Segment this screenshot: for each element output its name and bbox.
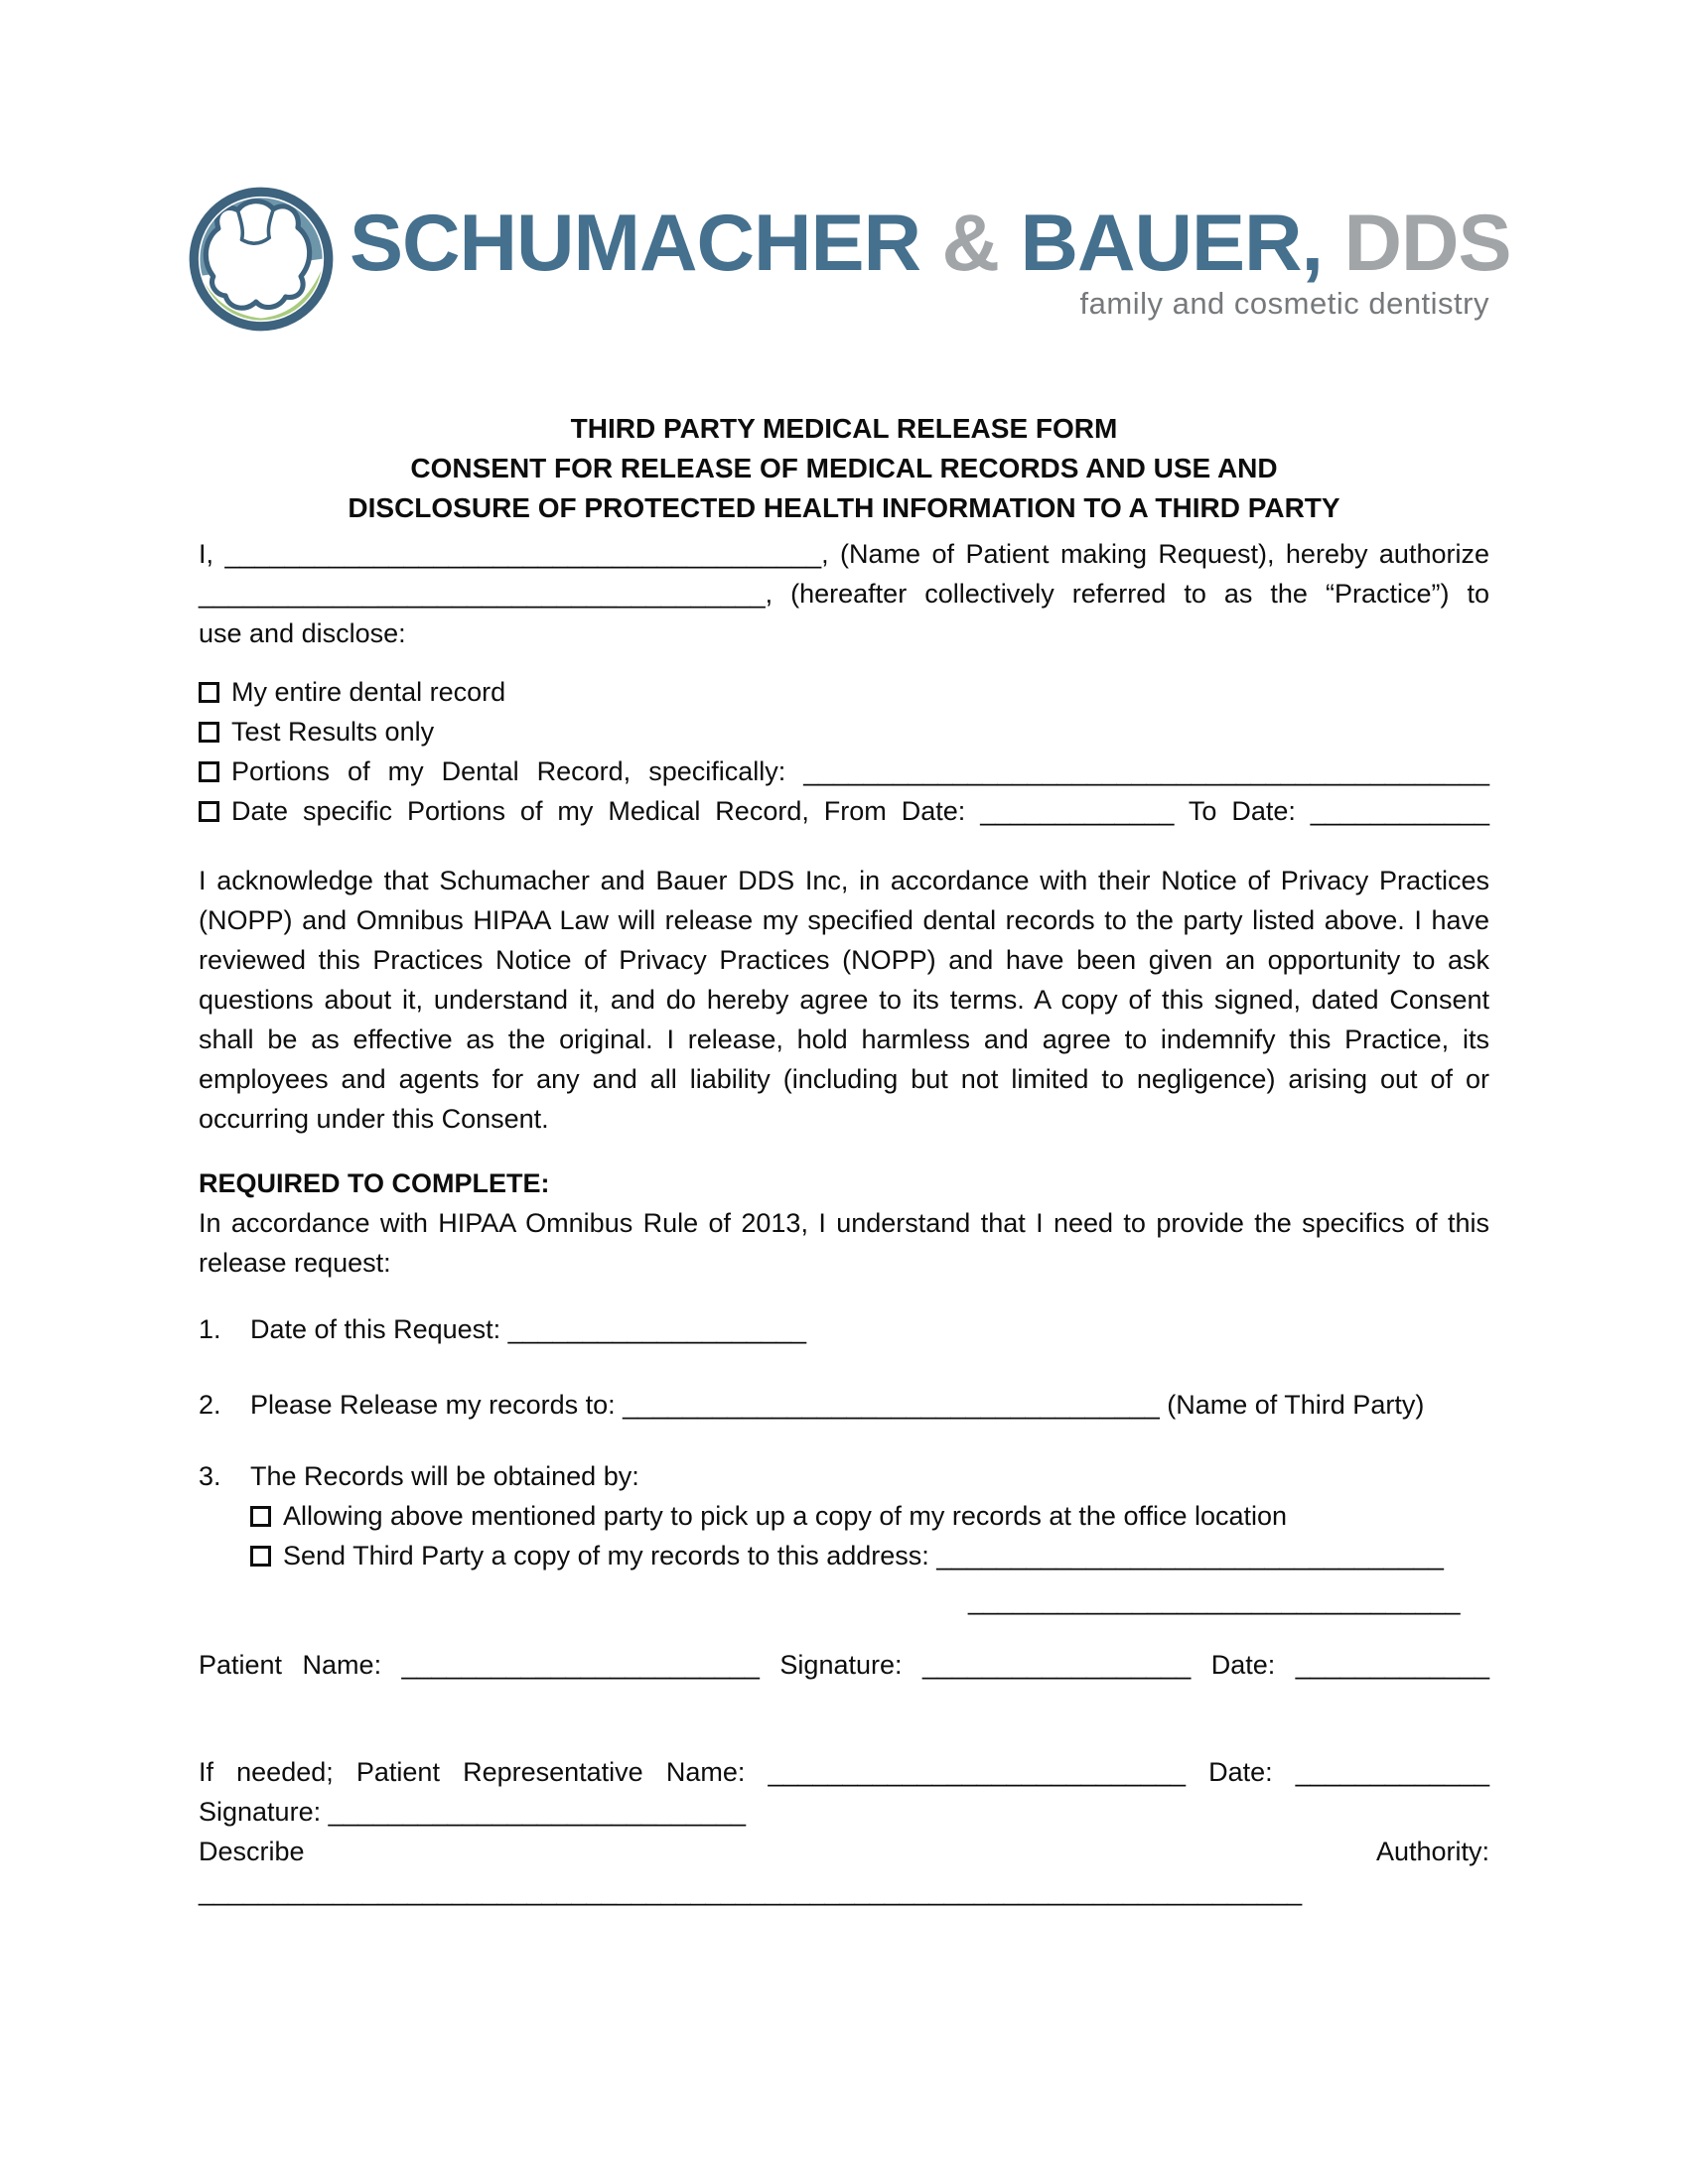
item-release-to-text: Please Release my records to: ____________________________________ (Name of Third Party): [250, 1390, 1425, 1420]
acknowledgment-line: shall be as effective as the original. I release, hold harmless and agree to indemnify this Practice, its: [199, 1024, 1489, 1054]
option-date-specific: [199, 791, 1489, 831]
acknowledgment-line: reviewed this Practices Notice of Privacy Practices (NOPP) and have been given an opportunity to ask: [199, 945, 1489, 975]
required-heading: REQUIRED TO COMPLETE:: [199, 1168, 550, 1198]
brand-schumacher: SCHUMACHER: [350, 199, 920, 288]
item-records-obtained-by-text: The Records will be obtained by:: [250, 1461, 639, 1491]
brand-dds: DDS: [1323, 199, 1511, 288]
acknowledgment-paragraph: [199, 861, 1489, 1139]
item-records-obtained-by: [199, 1456, 1489, 1496]
item-release-to: [199, 1385, 1489, 1425]
spacer: [199, 1425, 1489, 1456]
spacer: [199, 1620, 1489, 1645]
form-title-line-2: CONSENT FOR RELEASE OF MEDICAL RECORDS AND USE AND: [410, 453, 1278, 483]
option-date-specific-label: Date specific Portions of my Medical Record, From Date: _____________ To Date: ____________: [231, 796, 1489, 826]
form-body: [199, 534, 1489, 1911]
required-line: In accordance with HIPAA Omnibus Rule of 2013, I understand that I need to provide the specifics of this: [199, 1208, 1489, 1238]
checkbox-entire-record[interactable]: [199, 682, 219, 703]
checkbox-test-results[interactable]: [199, 722, 219, 743]
acknowledgment-line: (NOPP) and Omnibus HIPAA Law will release my specified dental records to the party listed above. I have: [199, 905, 1489, 935]
spacer: [199, 1139, 1489, 1163]
option-entire-record-label: My entire dental record: [231, 677, 506, 707]
representative-name-date-line: If needed; Patient Representative Name: ____________________________ Date: _____________: [199, 1757, 1489, 1787]
item-date-of-request: [199, 1309, 1489, 1349]
option-test-results-label: Test Results only: [231, 717, 435, 747]
item-number: 1.: [199, 1314, 221, 1344]
spacer: [199, 1685, 1489, 1752]
form-title-line-1: THIRD PARTY MEDICAL RELEASE FORM: [570, 413, 1118, 444]
brand-bauer: BAUER,: [1020, 199, 1324, 288]
checkbox-send-to-address[interactable]: [250, 1546, 271, 1567]
describe-authority-line: Describe Authority: __________________________________________________________________________: [199, 1837, 1489, 1906]
acknowledgment-line: questions about it, understand it, and do hereby agree to its terms. A copy of this signed, dated Consent: [199, 985, 1489, 1015]
patient-signature-line: Patient Name: ________________________ Signature: __________________ Date: _____________: [199, 1650, 1489, 1680]
option-test-results: [199, 712, 1489, 751]
checkbox-portions[interactable]: [199, 761, 219, 782]
item-number: 2.: [199, 1390, 221, 1420]
option-send-to-address: [199, 1536, 1489, 1575]
required-line: release request:: [199, 1248, 391, 1278]
option-send-to-address-label: Send Third Party a copy of my records to this address: __________________________________: [283, 1541, 1444, 1570]
address-blank-line-2: _________________________________: [968, 1585, 1461, 1615]
representative-signature-line: Signature: ____________________________: [199, 1797, 747, 1827]
spacer: [199, 653, 1489, 672]
option-entire-record: [199, 672, 1489, 712]
intro-line-patient-name: I, ________________________________________, (Name of Patient making Request), hereby authorize: [199, 539, 1489, 569]
intro-line-use-disclose: use and disclose:: [199, 618, 406, 648]
item-date-of-request-text: Date of this Request: ____________________: [250, 1314, 806, 1344]
option-portions-label: Portions of my Dental Record, specifically: ______________________________________________: [231, 756, 1489, 786]
option-pickup: [199, 1496, 1489, 1536]
item-number: 3.: [199, 1461, 221, 1491]
brand-name: [350, 189, 1511, 298]
brand-ampersand: &: [920, 199, 1021, 288]
acknowledgment-line: I acknowledge that Schumacher and Bauer DDS Inc, in accordance with their Notice of Privacy Practices: [199, 866, 1489, 895]
option-portions: [199, 751, 1489, 791]
spacer: [199, 1349, 1489, 1385]
intro-line-practice: ______________________________________, (hereafter collectively referred to as the “Practice”) to: [199, 579, 1489, 609]
form-title-line-3: DISCLOSURE OF PROTECTED HEALTH INFORMATION TO A THIRD PARTY: [348, 492, 1340, 523]
acknowledgment-line: employees and agents for any and all liability (including but not limited to negligence) arising out of or: [199, 1064, 1489, 1094]
option-pickup-label: Allowing above mentioned party to pick up a copy of my records at the office location: [283, 1501, 1288, 1531]
spacer: [199, 831, 1489, 861]
acknowledgment-line: occurring under this Consent.: [199, 1104, 549, 1134]
form-title: [0, 409, 1688, 528]
spacer: [199, 1283, 1489, 1309]
checkbox-pickup[interactable]: [250, 1506, 271, 1527]
tooth-icon: [185, 183, 338, 336]
checkbox-date-specific[interactable]: [199, 801, 219, 822]
brand-tagline: family and cosmetic dentistry: [1079, 286, 1489, 321]
